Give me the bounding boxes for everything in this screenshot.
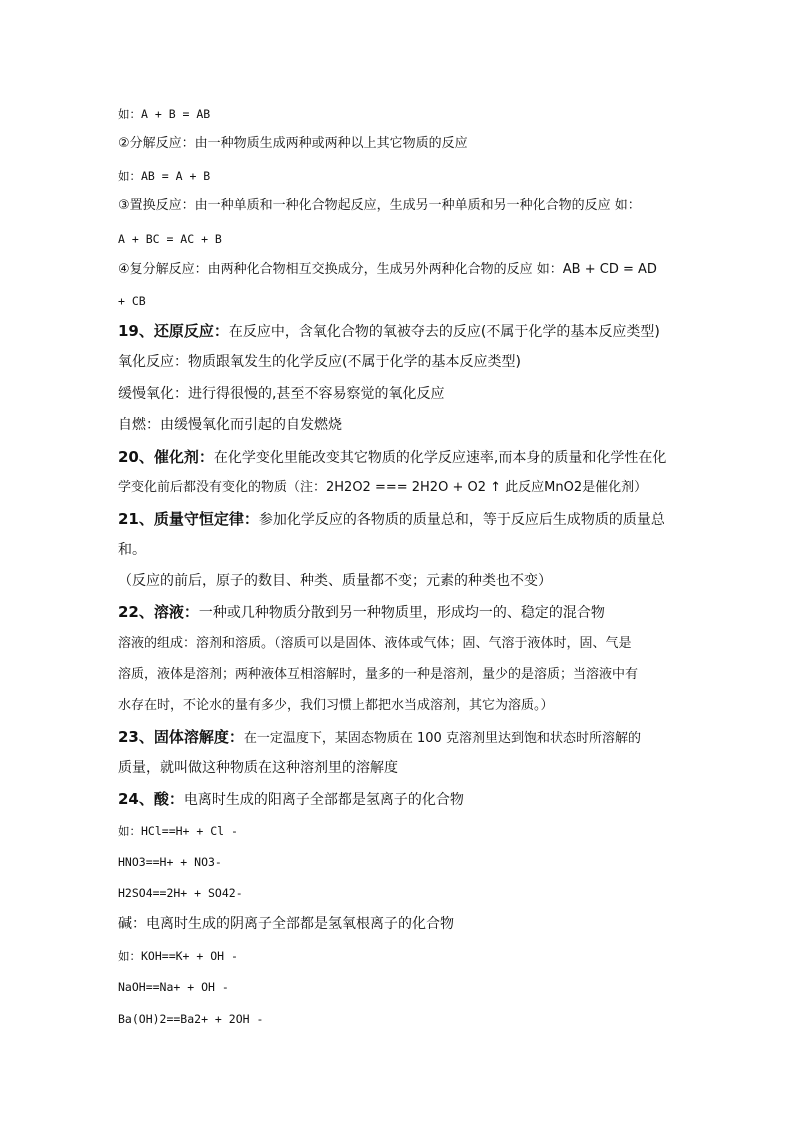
section-20-heading: 20、催化剂： — [118, 448, 214, 466]
section-24 — [118, 791, 464, 809]
section-20 — [118, 449, 666, 467]
section-23-text: 在一定温度下，某固态物质在 100 克溶剂里达到饱和状态时所溶解的 — [243, 731, 641, 746]
section-22-heading: 22、溶液： — [118, 603, 199, 621]
base-definition: 碱：电离时生成的阴离子全部都是氢氧根离子的化合物 — [118, 916, 454, 932]
base-example-baoh2: Ba(OH)2==Ba2+ + 2OH - — [118, 1012, 264, 1026]
section-24-text: 电离时生成的阳离子全部都是氢离子的化合物 — [183, 792, 464, 808]
base-example-koh: 如：KOH==K+ + OH - — [118, 949, 238, 963]
section-22 — [118, 604, 605, 622]
section-21-heading: 21、质量守恒定律： — [118, 510, 259, 528]
slow-oxidation-definition: 缓慢氧化：进行得很慢的,甚至不容易察觉的氧化反应 — [118, 386, 445, 402]
section-19-heading: 19、还原反应： — [118, 322, 229, 340]
double-decomposition-definition: ④复分解反应：由两种化合物相互交换成分，生成另外两种化合物的反应 如：AB + CD = AD — [118, 262, 657, 277]
section-23 — [118, 729, 641, 747]
section-23-heading: 23、固体溶解度： — [118, 728, 244, 746]
section-23-continuation: 质量，就叫做这种物质在这种溶剂里的溶解度 — [118, 760, 398, 776]
base-example-naoh: NaOH==Na+ + OH - — [118, 980, 229, 994]
solution-composition-line-3: 水存在时，不论水的量有多少，我们习惯上都把水当成溶剂，其它为溶质。） — [118, 698, 554, 713]
example-decomposition: 如：AB = A + B — [118, 169, 211, 183]
section-21-note: （反应的前后，原子的数目、种类、质量都不变；元素的种类也不变） — [118, 573, 552, 589]
section-21 — [118, 511, 665, 529]
section-21-text: 参加化学反应的各物质的质量总和，等于反应后生成物质的质量总 — [258, 512, 665, 528]
acid-example-hcl: 如：HCl==H+ + Cl - — [118, 824, 238, 838]
solution-composition-line-1: 溶液的组成：溶剂和溶质。（溶质可以是固体、液体或气体；固、气溶于液体时，固、气是 — [118, 636, 632, 651]
section-20-continuation: 学变化前后都没有变化的物质（注：2H2O2 === 2H2O + O2 ↑ 此反应MnO2是催化剂） — [118, 480, 648, 495]
section-24-heading: 24、酸： — [118, 790, 184, 808]
spontaneous-combustion-definition: 自燃：由缓慢氧化而引起的自发燃烧 — [118, 417, 342, 433]
displacement-definition: ③置换反应：由一种单质和一种化合物起反应，生成另一种单质和另一种化合物的反应 如： — [118, 198, 641, 213]
section-22-text: 一种或几种物质分散到另一种物质里，形成均一的、稳定的混合物 — [198, 605, 605, 621]
section-20-text: 在化学变化里能改变其它物质的化学反应速率,而本身的质量和化学性在化 — [213, 450, 667, 466]
section-19-text: 在反应中，含氧化合物的氧被夺去的反应(不属于化学的基本反应类型) — [228, 324, 660, 340]
acid-example-hno3: HNO3==H+ + NO3- — [118, 855, 222, 869]
oxidation-definition: 氧化反应：物质跟氧发生的化学反应(不属于化学的基本反应类型) — [118, 354, 521, 370]
section-19 — [118, 323, 660, 341]
section-21-continuation: 和。 — [118, 542, 146, 558]
acid-example-h2so4: H2SO4==2H+ + SO42- — [118, 886, 243, 900]
solution-composition-line-2: 溶质，液体是溶剂；两种液体互相溶解时，量多的一种是溶剂，量少的是溶质；当溶液中有 — [118, 667, 639, 682]
decomposition-definition: ②分解反应：由一种物质生成两种或两种以上其它物质的反应 — [118, 136, 468, 151]
double-decomposition-continuation: + CB — [118, 294, 146, 308]
example-displacement: A + BC = AC + B — [118, 232, 222, 246]
example-combination: 如：A + B = AB — [118, 107, 211, 121]
